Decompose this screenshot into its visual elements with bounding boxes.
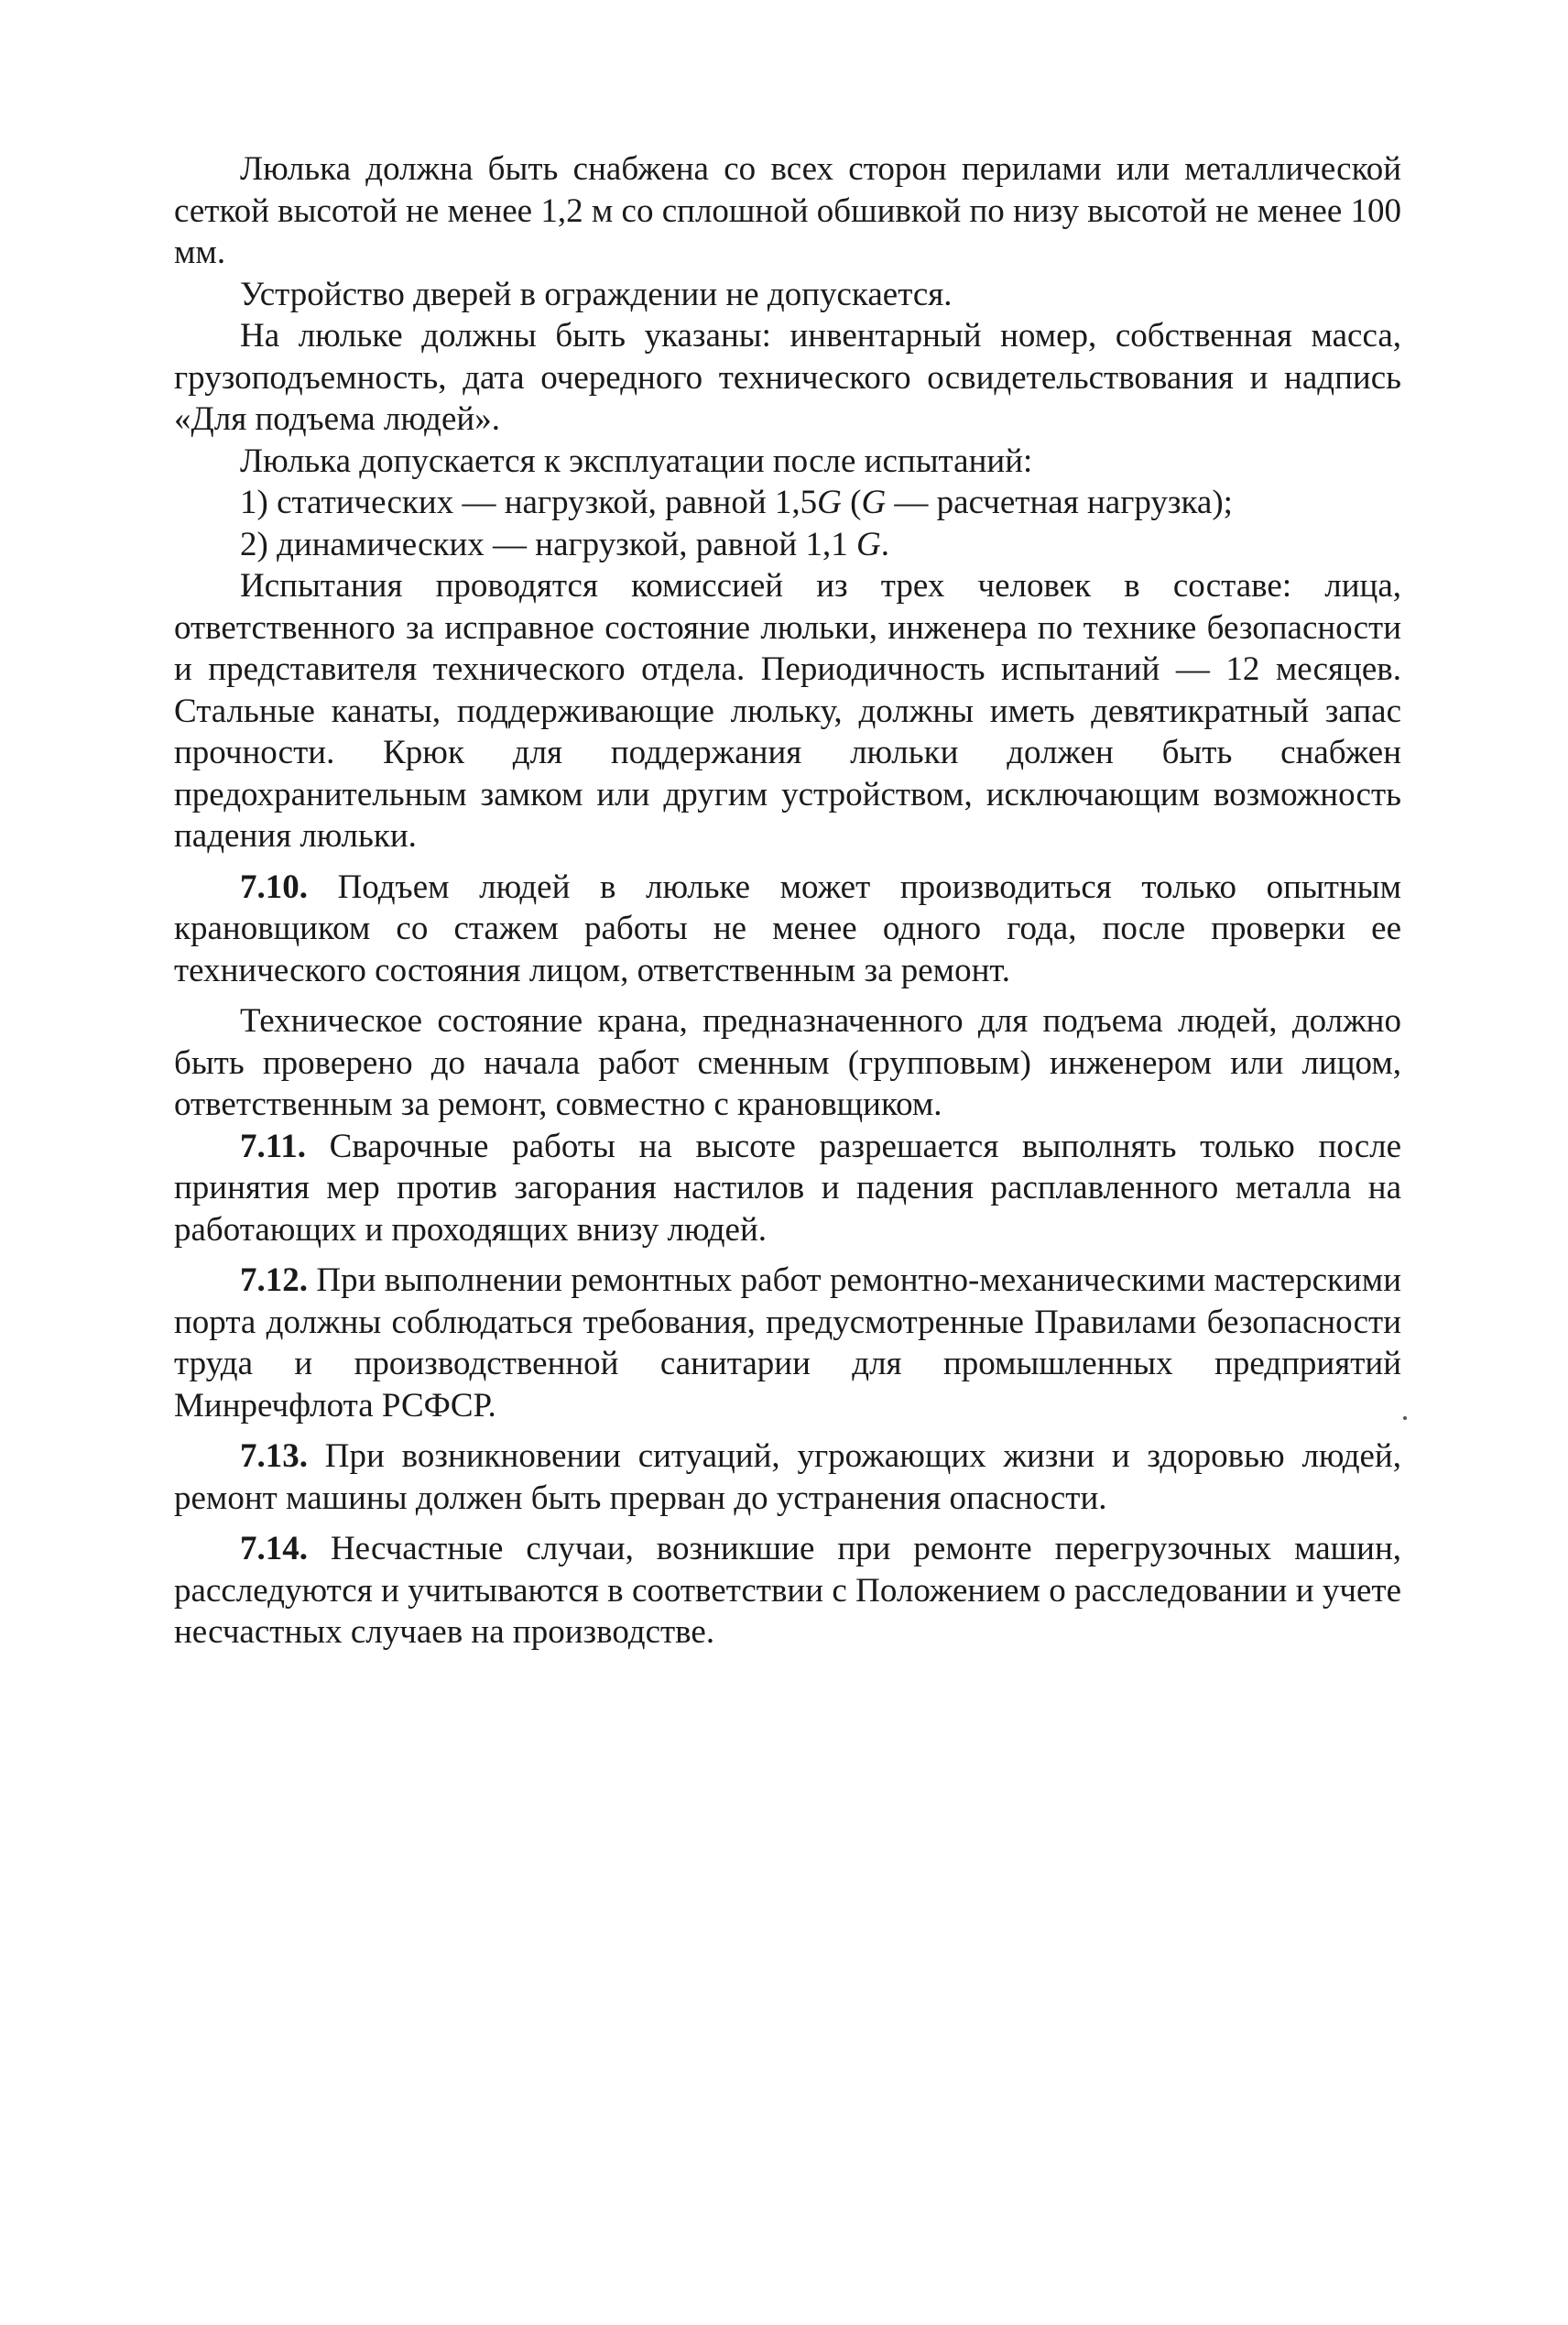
paragraph-static-test: 1) статических — нагрузкой, равной 1,5G (G — расчетная нагрузка); [240, 484, 1233, 521]
section-number: 7.12. [240, 1261, 308, 1299]
document-page [174, 148, 1401, 1654]
paragraph-cradle-markings: На люльке должны быть указаны: инвентарный номер, собственная масса, грузоподъемность, дата очередного технического освидетельствования и надпись «Для подъема людей». [174, 317, 1401, 438]
paragraph-7-10: 7.10. Подъем людей в люльке может производиться только опытным крановщиком со стажем работы не менее одного года, после проверки ее технического состояния лицом, ответственным за ремонт. [174, 868, 1401, 989]
paragraph-7-14: 7.14. Несчастные случаи, возникшие при ремонте перегрузочных машин, расследуются и учитываются в соответствии с Положением о расследовании и учете несчастных случаев на производстве. [174, 1530, 1401, 1651]
paragraph-doors-prohibited: Устройство дверей в ограждении не допускается. [240, 275, 953, 313]
section-number: 7.13. [240, 1437, 308, 1475]
paragraph-7-12: 7.12. При выполнении ремонтных работ ремонтно-механическими мастерскими порта должны соблюдаться требования, предусмотренные Правилами безопасности труда и производственной санитарии для промышленных предприятий Минречфлота РСФСР. [174, 1261, 1401, 1424]
paragraph-7-11: 7.11. Сварочные работы на высоте разрешается выполнять только после принятия мер против загорания настилов и падения расплавленного металла на работающих и проходящих внизу людей. [174, 1127, 1401, 1249]
section-number: 7.14. [240, 1530, 308, 1567]
paragraph-cradle-railing: Люлька должна быть снабжена со всех сторон перилами или металлической сеткой высотой не менее 1,2 м со сплошной обшивкой по низу высотой не менее 100 мм. [174, 150, 1401, 271]
section-number: 7.10. [240, 868, 308, 906]
paragraph-test-commission: Испытания проводятся комиссией из трех человек в составе: лица, ответственного за исправное состояние люльки, инженера по технике безопасности и представителя технического отдела. Периодичность испытаний — 12 месяцев. Стальные канаты, поддерживающие люльку, должны иметь девятикратный запас прочности. Крюк для поддержания люльки должен быть снабжен предохранительным замком или другим устройством, исключающим возможность падения люльки. [174, 567, 1401, 855]
paragraph-dynamic-test: 2) динамических — нагрузкой, равной 1,1 G. [240, 525, 889, 563]
paragraph-tests-intro: Люлька допускается к эксплуатации после испытаний: [240, 442, 1033, 480]
paragraph-crane-condition: Техническое состояние крана, предназначенного для подъема людей, должно быть проверено до начала работ сменным (групповым) инженером или лицом, ответственным за ремонт, совместно с крановщиком. [174, 1002, 1401, 1123]
paragraph-7-13: 7.13. При возникновении ситуаций, угрожающих жизни и здоровью людей, ремонт машины должен быть прерван до устранения опасности. [174, 1437, 1401, 1517]
scan-speck [1403, 1416, 1407, 1420]
section-number: 7.11. [240, 1127, 306, 1165]
